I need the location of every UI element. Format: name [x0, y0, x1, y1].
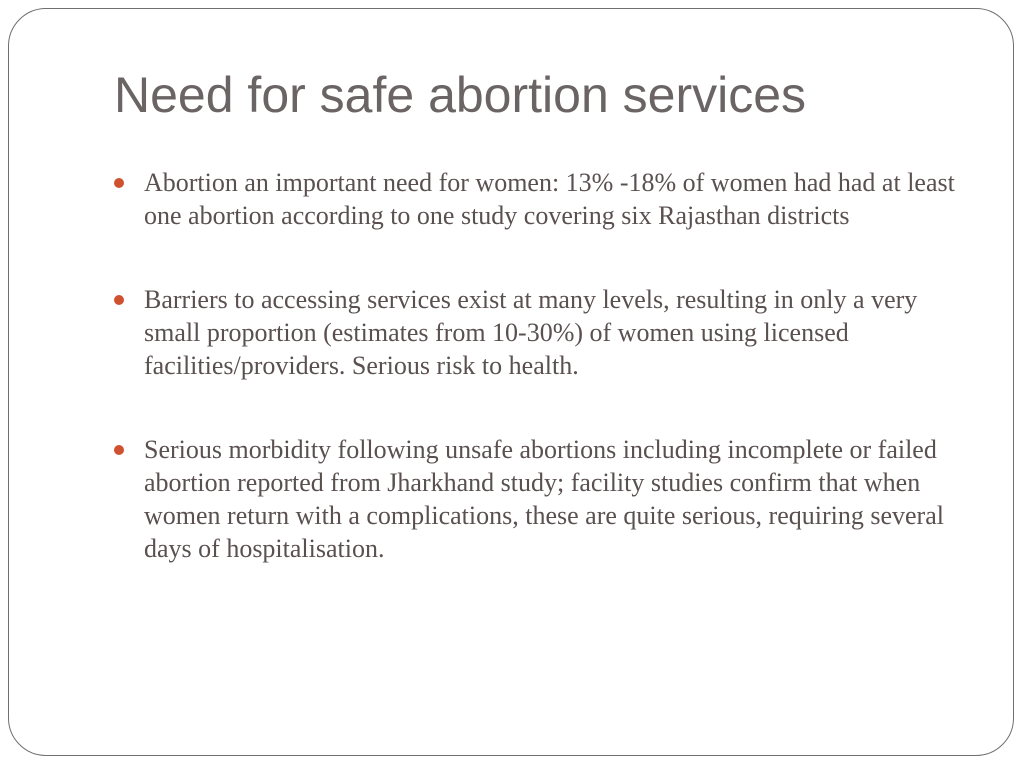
bullet-text: Serious morbidity following unsafe abortions including incomplete or failed abortion reported from Jharkhand study; facility studies confirm that when women return with a complications, these are quite serious, requiring several days of hospitalisation.: [144, 435, 944, 563]
bullet-dot-icon: [114, 178, 124, 188]
bullet-item: [114, 433, 964, 565]
bullet-text: Abortion an important need for women: 13% -18% of women had had at least one abortion according to one study covering six Rajasthan districts: [144, 168, 955, 230]
bullet-item: [114, 166, 964, 232]
bullet-item: [114, 283, 964, 382]
bullet-dot-icon: [114, 445, 124, 455]
slide-title: Need for safe abortion services: [114, 67, 807, 123]
bullet-list: [114, 166, 964, 616]
bullet-dot-icon: [114, 295, 124, 305]
bullet-text: Barriers to accessing services exist at many levels, resulting in only a very small proportion (estimates from 10-30%) of women using licensed facilities/providers. Serious risk to health.: [144, 285, 918, 380]
